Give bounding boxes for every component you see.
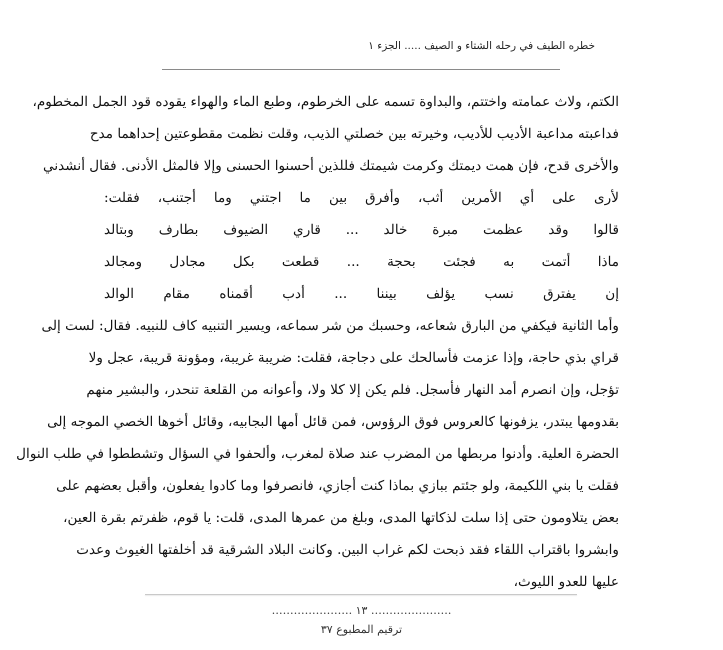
text-line: وأما الثانية فيكفي من البارق شعاعه، وحسبك من شر سماعه، ويسير التنبيه كاف للنبيه. فقال: لست إلى: [41, 318, 619, 334]
text-line: الحضرة العلية. وأدنوا مربطها من المضرب عند صلاة لمغرب، وألحفوا في السؤال وتشططوا في طلب النوال: [16, 446, 619, 462]
text-line: بعض يتلاومون حتى إذا سلت لذكاتها المدى، وبلغ من عمرها المدى، قلت: يا قوم، ظفرتم بقرة العين،: [63, 510, 619, 526]
text-line: لأرى على أي الأمرين أثب، وأفرق بين ما اجتني وما أجتنب، فقلت:: [104, 190, 619, 206]
poem-verse: إن يفترق نسب يؤلف بيننا ... أدب أقمناه مقام الوالد: [104, 286, 619, 302]
text-line: بقدومها يبتدر، يزفونها كالعروس فوق الرؤوس، فمن قائل أمها البجابيه، وقائل أخوها الخصي الموجه إلى: [47, 414, 619, 430]
text-line: الكتم، ولاث عمامته واختتم، والبداوة تسمه على الخرطوم، وطبع الماء والهواء يقوده قود الجمل المخطوم،: [32, 94, 619, 110]
page-number: …………………. ١٣ ………………….: [271, 604, 452, 617]
text-line: عليها للعدو الليوث،: [513, 574, 619, 590]
text-line: والأخرى قدح، فإن همت ديمتك وكرمت شيمتك فللذين أحسنوا الحسنى وإلا فالمثل الأدنى. فقال أنشدني: [43, 158, 619, 174]
running-header: خطره الطيف في رحله الشتاء و الصيف ..... الجزء ١: [368, 40, 595, 52]
text-line: قراي بذي حاجة، وإذا عزمت فأسالحك على دجاجة، فقلت: ضريبة غريبة، ومؤونة قريبة، عجل ولا: [88, 350, 619, 366]
text-line: فقلت يا بني اللكيمة، ولو جئتم ببازي بماذا كنت أجازي، فانصرفوا وما كادوا يفعلون، وأقبل بعضهم على: [56, 478, 619, 494]
poem-verse: قالوا وقد عظمت مبرة خالد ... قاري الضيوف بطارف وبتالد: [104, 222, 619, 238]
body-text: [16, 86, 619, 598]
text-line: تؤجل، وإن انصرم أمد النهار فأسجل. فلم يكن إلا كلا ولا، وأعوانه من القلعة تنحدر، والبشير منهم: [86, 382, 619, 398]
header-divider: [162, 69, 560, 70]
text-line: فداعبته مداعبة الأديب للأديب، وخيرته بين خصلتي الذيب، وقلت نظمت مقطوعتين إحداهما مدح: [89, 126, 619, 142]
printed-page-number: ترقيم المطبوع ٣٧: [320, 623, 403, 636]
footer-divider: [145, 594, 577, 595]
poem-verse: ماذا أتمت به فجئت بحجة ... قطعت بكل مجادل ومجالد: [104, 254, 619, 270]
text-line: وابشروا باقتراب اللقاء فقد ذبحت لكم غراب البين. وكانت البلاد الشرقية قد أخلفتها الغيوث وعدت: [76, 542, 619, 558]
